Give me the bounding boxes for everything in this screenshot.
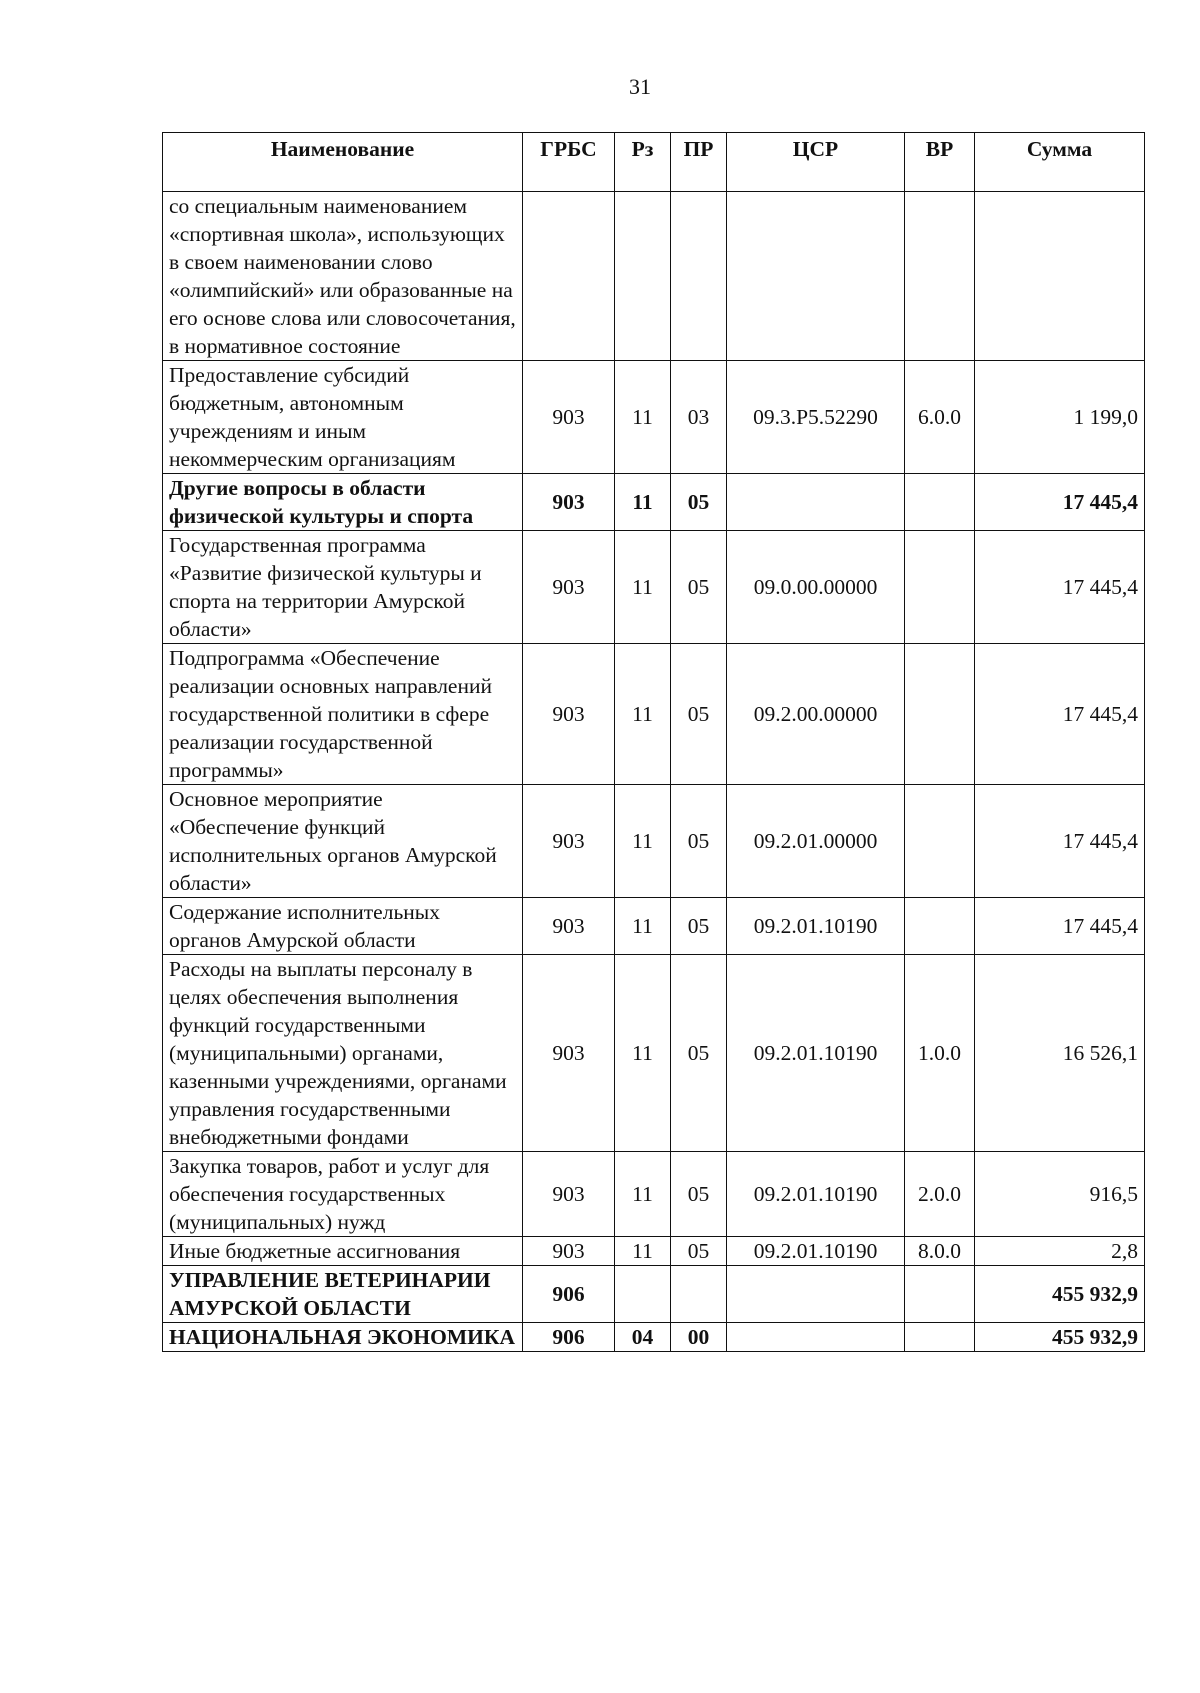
- cell-name: со специальным наименованием «спортивная школа», использующих в своем наименовании слово «олимпийский» или образованные на его основе слова или словосочетания, в нормативное состояние: [163, 192, 523, 361]
- cell-vr: [905, 531, 975, 644]
- cell-pr: 03: [671, 361, 727, 474]
- cell-vr: [905, 1266, 975, 1323]
- cell-rz: 11: [615, 531, 671, 644]
- cell-rz: [615, 192, 671, 361]
- cell-csr: 09.2.01.10190: [727, 1237, 905, 1266]
- header-name: Наименование: [163, 133, 523, 192]
- table-row: [163, 192, 1145, 361]
- cell-pr: 05: [671, 1237, 727, 1266]
- table-row: [163, 1323, 1145, 1352]
- cell-vr: 8.0.0: [905, 1237, 975, 1266]
- table-row: [163, 531, 1145, 644]
- cell-vr: [905, 1323, 975, 1352]
- cell-sum: [975, 192, 1145, 361]
- cell-sum: 17 445,4: [975, 531, 1145, 644]
- table-row: [163, 785, 1145, 898]
- cell-pr: 05: [671, 1152, 727, 1237]
- cell-pr: 05: [671, 785, 727, 898]
- table-row: [163, 955, 1145, 1152]
- cell-name: Иные бюджетные ассигнования: [163, 1237, 523, 1266]
- cell-grbs: 906: [523, 1323, 615, 1352]
- cell-csr: 09.2.01.10190: [727, 898, 905, 955]
- cell-name: Расходы на выплаты персоналу в целях обеспечения выполнения функций государственными (муниципальными) органами, казенными учреждениями, органами управления государственными внебюджетными фондами: [163, 955, 523, 1152]
- header-pr: ПР: [671, 133, 727, 192]
- cell-csr: 09.2.01.10190: [727, 1152, 905, 1237]
- page-number: 31: [629, 74, 651, 99]
- cell-rz: 11: [615, 898, 671, 955]
- cell-name: Государственная программа «Развитие физической культуры и спорта на территории Амурской области»: [163, 531, 523, 644]
- header-rz: Рз: [615, 133, 671, 192]
- cell-grbs: 903: [523, 474, 615, 531]
- table-body: [163, 192, 1145, 1352]
- cell-vr: [905, 644, 975, 785]
- cell-rz: 11: [615, 474, 671, 531]
- cell-sum: 17 445,4: [975, 898, 1145, 955]
- cell-rz: 04: [615, 1323, 671, 1352]
- cell-grbs: [523, 192, 615, 361]
- cell-grbs: 903: [523, 1152, 615, 1237]
- cell-vr: [905, 474, 975, 531]
- cell-rz: [615, 1266, 671, 1323]
- cell-csr: [727, 192, 905, 361]
- cell-vr: [905, 192, 975, 361]
- cell-rz: 11: [615, 361, 671, 474]
- cell-pr: 05: [671, 531, 727, 644]
- cell-grbs: 903: [523, 898, 615, 955]
- cell-sum: 916,5: [975, 1152, 1145, 1237]
- cell-name: Другие вопросы в области физической культуры и спорта: [163, 474, 523, 531]
- cell-grbs: 903: [523, 644, 615, 785]
- cell-grbs: 903: [523, 785, 615, 898]
- cell-name: Закупка товаров, работ и услуг для обеспечения государственных (муниципальных) нужд: [163, 1152, 523, 1237]
- table-row: [163, 644, 1145, 785]
- table-row: [163, 474, 1145, 531]
- cell-csr: 09.2.00.00000: [727, 644, 905, 785]
- cell-pr: 05: [671, 898, 727, 955]
- header-csr: ЦСР: [727, 133, 905, 192]
- cell-csr: 09.2.01.10190: [727, 955, 905, 1152]
- cell-pr: 05: [671, 474, 727, 531]
- cell-rz: 11: [615, 785, 671, 898]
- table-header-row: [163, 133, 1145, 192]
- cell-pr: [671, 192, 727, 361]
- cell-sum: 17 445,4: [975, 785, 1145, 898]
- budget-table: [162, 132, 1145, 1352]
- cell-rz: 11: [615, 1152, 671, 1237]
- cell-pr: 05: [671, 955, 727, 1152]
- cell-csr: 09.2.01.00000: [727, 785, 905, 898]
- cell-name: НАЦИОНАЛЬНАЯ ЭКОНОМИКА: [163, 1323, 523, 1352]
- cell-sum: 2,8: [975, 1237, 1145, 1266]
- cell-sum: 17 445,4: [975, 644, 1145, 785]
- cell-sum: 17 445,4: [975, 474, 1145, 531]
- cell-sum: 455 932,9: [975, 1266, 1145, 1323]
- cell-vr: 6.0.0: [905, 361, 975, 474]
- cell-pr: 00: [671, 1323, 727, 1352]
- cell-vr: 1.0.0: [905, 955, 975, 1152]
- cell-rz: 11: [615, 644, 671, 785]
- cell-vr: 2.0.0: [905, 1152, 975, 1237]
- cell-name: Содержание исполнительных органов Амурской области: [163, 898, 523, 955]
- cell-csr: 09.0.00.00000: [727, 531, 905, 644]
- cell-csr: [727, 474, 905, 531]
- cell-rz: 11: [615, 955, 671, 1152]
- header-grbs: ГРБС: [523, 133, 615, 192]
- cell-vr: [905, 898, 975, 955]
- cell-sum: 455 932,9: [975, 1323, 1145, 1352]
- cell-pr: [671, 1266, 727, 1323]
- cell-sum: 16 526,1: [975, 955, 1145, 1152]
- cell-vr: [905, 785, 975, 898]
- header-sum: Сумма: [975, 133, 1145, 192]
- cell-csr: [727, 1323, 905, 1352]
- cell-grbs: 903: [523, 531, 615, 644]
- cell-rz: 11: [615, 1237, 671, 1266]
- cell-grbs: 903: [523, 955, 615, 1152]
- cell-grbs: 906: [523, 1266, 615, 1323]
- cell-csr: 09.3.P5.52290: [727, 361, 905, 474]
- cell-name: Основное мероприятие «Обеспечение функций исполнительных органов Амурской области»: [163, 785, 523, 898]
- cell-grbs: 903: [523, 1237, 615, 1266]
- header-vr: ВР: [905, 133, 975, 192]
- table-row: [163, 361, 1145, 474]
- table-row: [163, 1266, 1145, 1323]
- cell-name: Подпрограмма «Обеспечение реализации основных направлений государственной политики в сфере реализации государственной программы»: [163, 644, 523, 785]
- cell-grbs: 903: [523, 361, 615, 474]
- cell-pr: 05: [671, 644, 727, 785]
- table-row: [163, 898, 1145, 955]
- cell-name: УПРАВЛЕНИЕ ВЕТЕРИНАРИИ АМУРСКОЙ ОБЛАСТИ: [163, 1266, 523, 1323]
- cell-csr: [727, 1266, 905, 1323]
- cell-sum: 1 199,0: [975, 361, 1145, 474]
- table-row: [163, 1237, 1145, 1266]
- table-row: [163, 1152, 1145, 1237]
- cell-name: Предоставление субсидий бюджетным, автономным учреждениям и иным некоммерческим организациям: [163, 361, 523, 474]
